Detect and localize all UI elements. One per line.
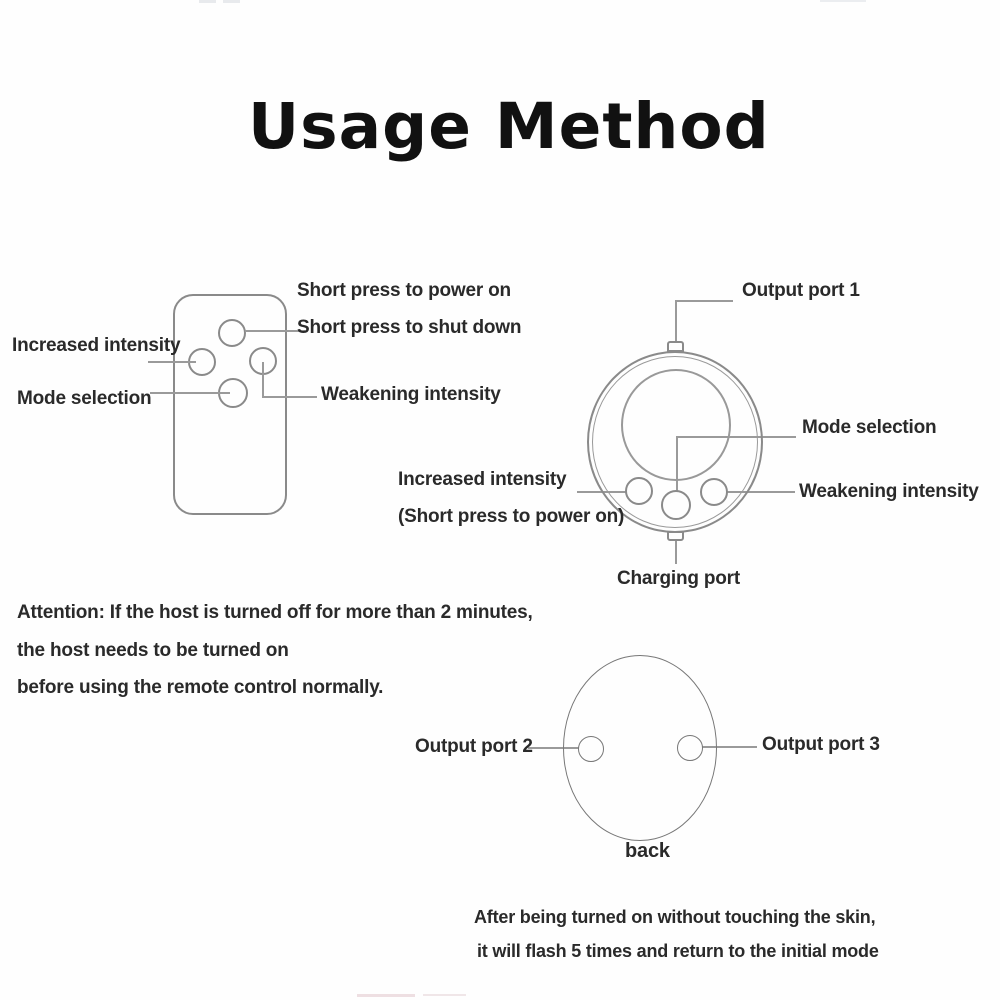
label-remote-mode-selection: Mode selection — [17, 388, 152, 409]
bottom-edge-artifact-2 — [423, 994, 466, 996]
device-display-circle — [621, 369, 731, 481]
label-output-port-1: Output port 1 — [742, 280, 860, 301]
label-front-weakening-intensity: Weakening intensity — [799, 481, 979, 502]
connector-line-shutdown — [245, 330, 305, 332]
device-increase-button-shape — [625, 477, 653, 505]
connector-line-remote-mode — [150, 392, 230, 394]
top-edge-artifact-2 — [223, 0, 240, 3]
output-port-1-nub — [667, 341, 684, 352]
bottom-edge-artifact-1 — [357, 994, 415, 997]
attention-line-3: before using the remote control normally. — [17, 677, 384, 698]
output-port-2-shape — [578, 736, 604, 762]
top-edge-artifact-3 — [820, 0, 866, 2]
connector-line-remote-weakening-vertical — [262, 362, 264, 398]
footer-line-2: it will flash 5 times and return to the initial mode — [477, 941, 879, 961]
footer-line-1: After being turned on without touching the skin, — [474, 907, 876, 927]
attention-line-2: the host needs to be turned on — [17, 640, 289, 661]
label-remote-increased-intensity: Increased intensity — [12, 335, 181, 356]
connector-line-remote-weakening-horizontal — [262, 396, 317, 398]
label-remote-weakening-intensity: Weakening intensity — [321, 384, 501, 405]
top-edge-artifact-1 — [199, 0, 216, 3]
label-charging-port: Charging port — [617, 568, 740, 589]
label-front-mode-selection: Mode selection — [802, 417, 937, 438]
charging-port-nub — [667, 531, 684, 541]
label-front-increased-sub: (Short press to power on) — [398, 506, 625, 527]
label-back-caption: back — [625, 840, 670, 862]
attention-line-1: Attention: If the host is turned off for more than 2 minutes, — [17, 602, 533, 623]
device-decrease-button-shape — [700, 478, 728, 506]
device-mode-button-shape — [661, 490, 691, 520]
connector-line-remote-increased — [148, 361, 196, 363]
connector-line-output1-vertical — [675, 300, 677, 344]
connector-line-output1-horizontal — [675, 300, 733, 302]
label-front-increased-intensity: Increased intensity — [398, 469, 567, 490]
output-port-3-shape — [677, 735, 703, 761]
label-output-port-3: Output port 3 — [762, 734, 880, 755]
label-short-press-shut-down: Short press to shut down — [297, 317, 522, 338]
connector-line-charging — [675, 540, 677, 564]
label-short-press-power-on: Short press to power on — [297, 280, 511, 301]
remote-power-button-shape — [218, 319, 246, 347]
label-output-port-2: Output port 2 — [415, 736, 533, 757]
page-title: Usage Method — [248, 90, 770, 163]
